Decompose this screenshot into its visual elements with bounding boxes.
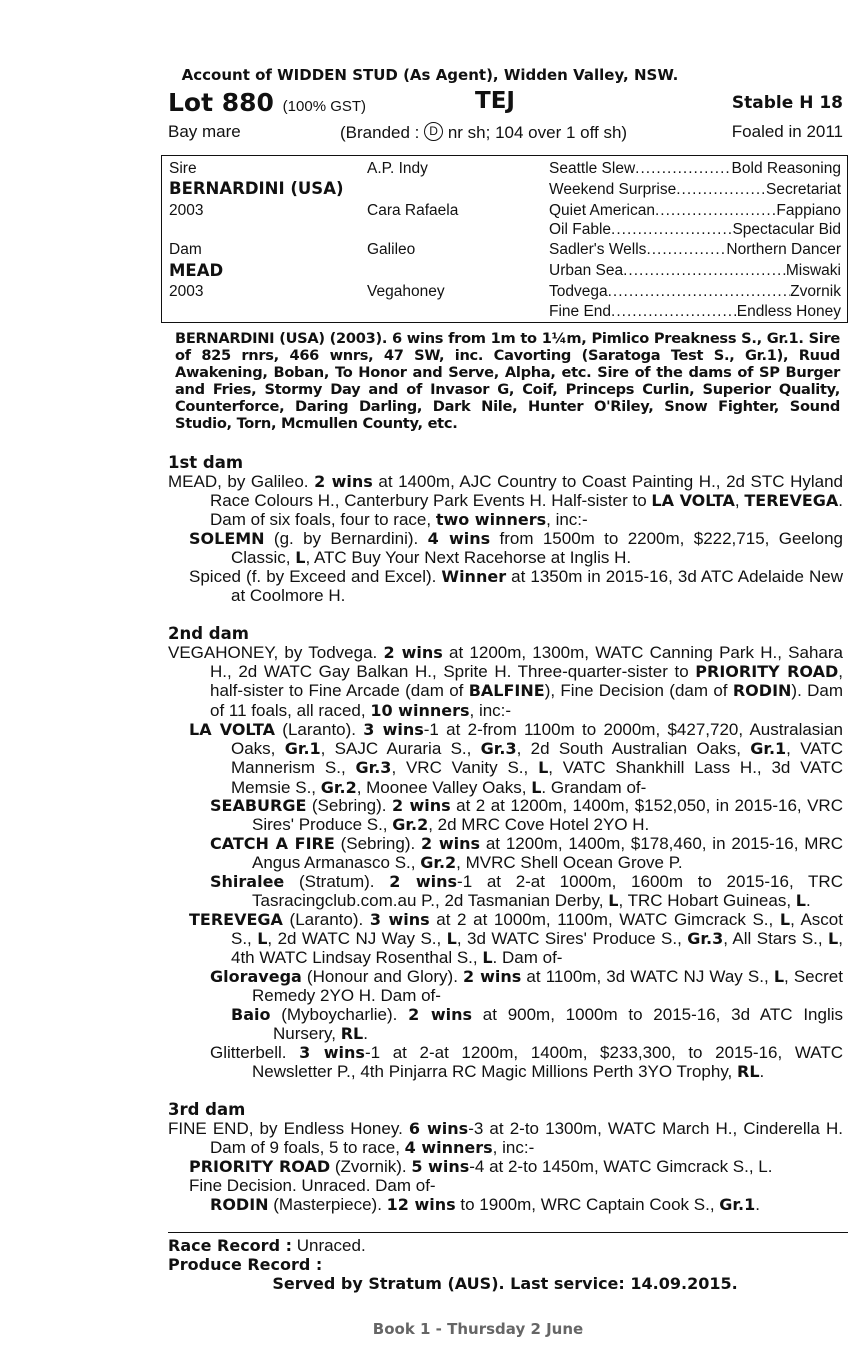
- gen3-right: Fappiano: [776, 202, 841, 219]
- leader-dots: [635, 159, 731, 179]
- produce-entry: TEREVEGA (Laranto). 3 wins at 2 at 1000m, 1100m, WATC Gimcrack S., L, Ascot S., L, 2d WATC NJ Way S., L, 3d WATC Sires' Produce S., Gr.3, All Stars S., L, 4th WATC Lindsay Rosenthal S., L. Dam of-: [189, 910, 843, 968]
- leader-dots: [646, 240, 726, 260]
- grand-produce-entry: Shiralee (Stratum). 2 wins-1 at 2-at 1000m, 1600m to 2015-16, TRC Tasracingclub.com.au P., 2d Tasmanian Derby, L, TRC Hobart Guineas, L.: [210, 872, 843, 911]
- gen3-left: Fine End: [549, 303, 612, 320]
- brand-d-icon: D: [424, 122, 443, 141]
- service-status: Served by Stratum (AUS). Last service: 14.09.2015.: [272, 1274, 738, 1293]
- gen3-row: [549, 201, 841, 221]
- leader-dots: [623, 261, 786, 281]
- gen3-right: Miswaki: [785, 262, 841, 279]
- second-dam-entry: VEGAHONEY, by Todvega. 2 wins at 1200m, 1300m, WATC Canning Park H., Sahara H., 2d WATC Gay Balkan H., Sprite H. Three-quarter-sister to PRIORITY ROAD, half-sister to Fine Arcade (dam of BALFINE), Fine Decision (dam of RODIN). Dam of 11 foals, all raced, 10 winners, inc:-: [168, 643, 844, 720]
- third-dam-heading: 3rd dam: [168, 1100, 246, 1119]
- lot-header: [168, 88, 843, 118]
- gen3-row: [549, 220, 841, 240]
- produce-entry: PRIORITY ROAD (Zvornik). 5 wins-4 at 2-to 1450m, WATC Gimcrack S., L.: [189, 1157, 773, 1176]
- gen3-left: Oil Fable: [549, 221, 612, 238]
- produce-entry: SOLEMN (g. by Bernardini). 4 wins from 1500m to 2200m, $222,715, Geelong Classic, L, ATC Buy Your Next Racehorse at Inglis H.: [189, 529, 843, 568]
- gen3-right: Northern Dancer: [726, 241, 841, 258]
- horse-name: TEJ: [475, 88, 515, 114]
- leader-dots: [611, 220, 732, 240]
- sire-label: Sire: [169, 160, 197, 177]
- gen3-left: Urban Sea: [549, 262, 624, 279]
- grand-produce-entry: CATCH A FIRE (Sebring). 2 wins at 1200m, 1400m, $178,460, in 2015-16, MRC Angus Armanasco S., Gr.2, MVRC Shell Ocean Grove P.: [210, 834, 843, 873]
- brand-info: [340, 122, 627, 143]
- gen3-left: Sadler's Wells: [549, 241, 647, 258]
- brand-suffix: nr sh; 104 over 1 off sh): [443, 123, 628, 142]
- sire-year: 2003: [169, 202, 204, 219]
- gen3-row: [549, 159, 841, 179]
- gen3-row: [549, 180, 841, 200]
- gen3-right: Spectacular Bid: [732, 221, 841, 238]
- gen3-left: Seattle Slew: [549, 160, 636, 177]
- third-dam-entry: FINE END, by Endless Honey. 6 wins-3 at 2-to 1300m, WATC March H., Cinderella H. Dam of 9 foals, 5 to race, 4 winners, inc:-: [168, 1119, 843, 1158]
- leader-dots: [608, 282, 791, 302]
- gen3-row: [549, 302, 841, 322]
- race-record: [168, 1236, 366, 1256]
- sire-name: BERNARDINI (USA): [169, 179, 344, 198]
- race-record-label: Race Record :: [168, 1236, 292, 1255]
- dam-year: 2003: [169, 283, 204, 300]
- leader-dots: [655, 201, 776, 221]
- gen3-row: [549, 261, 841, 281]
- race-record-value: Unraced.: [291, 1236, 366, 1255]
- dam-dam: Vegahoney: [367, 283, 445, 300]
- dam-label: Dam: [169, 241, 202, 258]
- produce-entry: Fine Decision. Unraced. Dam of-: [189, 1176, 436, 1195]
- produce-record: [168, 1255, 322, 1275]
- stable-location: Stable H 18: [731, 93, 843, 113]
- leader-dots: [611, 302, 737, 322]
- produce-entry: LA VOLTA (Laranto). 3 wins-1 at 2-from 1100m to 2000m, $427,720, Australasian Oaks, Gr.1, SAJC Auraria S., Gr.3, 2d South Australian Oaks, Gr.1, VATC Mannerism S., Gr.3, VRC Vanity S., L, VATC Shankhill Lass H., 3d VATC Memsie S., Gr.2, Moonee Valley Oaks, L. Grandam of-: [189, 720, 844, 797]
- divider: [168, 1232, 848, 1233]
- leader-dots: [676, 180, 766, 200]
- dam-name: MEAD: [169, 261, 224, 280]
- lot-label: Lot 880: [168, 88, 274, 117]
- grand-produce-entry: Gloravega (Honour and Glory). 2 wins at 1100m, 3d WATC NJ Way S., L, Secret Remedy 2YO H. Dam of-: [210, 967, 843, 1006]
- sire-dam: Cara Rafaela: [367, 202, 459, 219]
- first-dam-entry: MEAD, by Galileo. 2 wins at 1400m, AJC Country to Coast Painting H., 2d STC Hyland Race Colours H., Canterbury Park Events H. Half-sister to LA VOLTA, TEREVEGA. Dam of six foals, four to race, two winners, inc:-: [168, 472, 844, 530]
- lot-number: [168, 88, 366, 117]
- grand-produce-entry: RODIN (Masterpiece). 12 wins to 1900m, WRC Captain Cook S., Gr.1.: [210, 1195, 760, 1214]
- gen3-right: Secretariat: [766, 181, 841, 198]
- sire-summary: BERNARDINI (USA) (2003). 6 wins from 1m to 1¼m, Pimlico Preakness S., Gr.1. Sire of 825 rnrs, 466 wnrs, 47 SW, inc. Cavorting (Saratoga Test S., Gr.1), Ruud Awakening, Boban, To Honor and Serve, Alpha, etc. Sire of the dams of SP Burger and Fries, Stormy Day and of Invasor G, Coif, Princeps Curlin, Superior Quality, Counterforce, Daring Darling, Dark Nile, Hunter O'Riley, Snow Fighter, Sound Studio, Torn, Mcmullen County, etc.: [175, 330, 840, 432]
- gst-note: (100% GST): [282, 98, 367, 115]
- horse-description: [168, 122, 843, 146]
- gen3-left: Todvega: [549, 283, 608, 300]
- grand-produce-entry: SEABURGE (Sebring). 2 wins at 2 at 1200m, 1400m, $152,050, in 2015-16, VRC Sires' Produce S., Gr.2, 2d MRC Cove Hotel 2YO H.: [210, 796, 843, 835]
- pedigree-table: [161, 155, 848, 323]
- gen3-right: Endless Honey: [736, 303, 841, 320]
- gen3-row: [549, 240, 841, 260]
- horse-sex: Bay mare: [168, 122, 241, 141]
- second-dam-heading: 2nd dam: [168, 624, 249, 643]
- dam-sire: Galileo: [367, 241, 416, 258]
- gen3-row: [549, 282, 841, 302]
- grand-produce-entry: Glitterbell. 3 wins-1 at 2-at 1200m, 1400m, $233,300, to 2015-16, WATC Newsletter P., 4th Pinjarra RC Magic Millions Perth 3YO Trophy, RL.: [210, 1043, 844, 1082]
- gen3-left: Quiet American: [549, 202, 655, 219]
- gen3-right: Bold Reasoning: [731, 160, 841, 177]
- great-grand-produce-entry: Baio (Myboycharlie). 2 wins at 900m, 1000m to 2015-16, 3d ATC Inglis Nursery, RL.: [231, 1005, 844, 1044]
- brand-prefix: (Branded :: [340, 123, 425, 142]
- gen3-right: Zvornik: [790, 283, 841, 300]
- produce-record-label: Produce Record :: [168, 1255, 323, 1274]
- foaled-year: Foaled in 2011: [731, 122, 843, 141]
- produce-entry: Spiced (f. by Exceed and Excel). Winner at 1350m in 2015-16, 3d ATC Adelaide New at Coolmore H.: [189, 567, 843, 606]
- page-footer: Book 1 - Thursday 2 June: [372, 1320, 584, 1338]
- sire-sire: A.P. Indy: [367, 160, 428, 177]
- gen3-left: Weekend Surprise: [549, 181, 677, 198]
- vendor-account: Account of WIDDEN STUD (As Agent), Widden Valley, NSW.: [181, 66, 679, 84]
- first-dam-heading: 1st dam: [168, 453, 244, 472]
